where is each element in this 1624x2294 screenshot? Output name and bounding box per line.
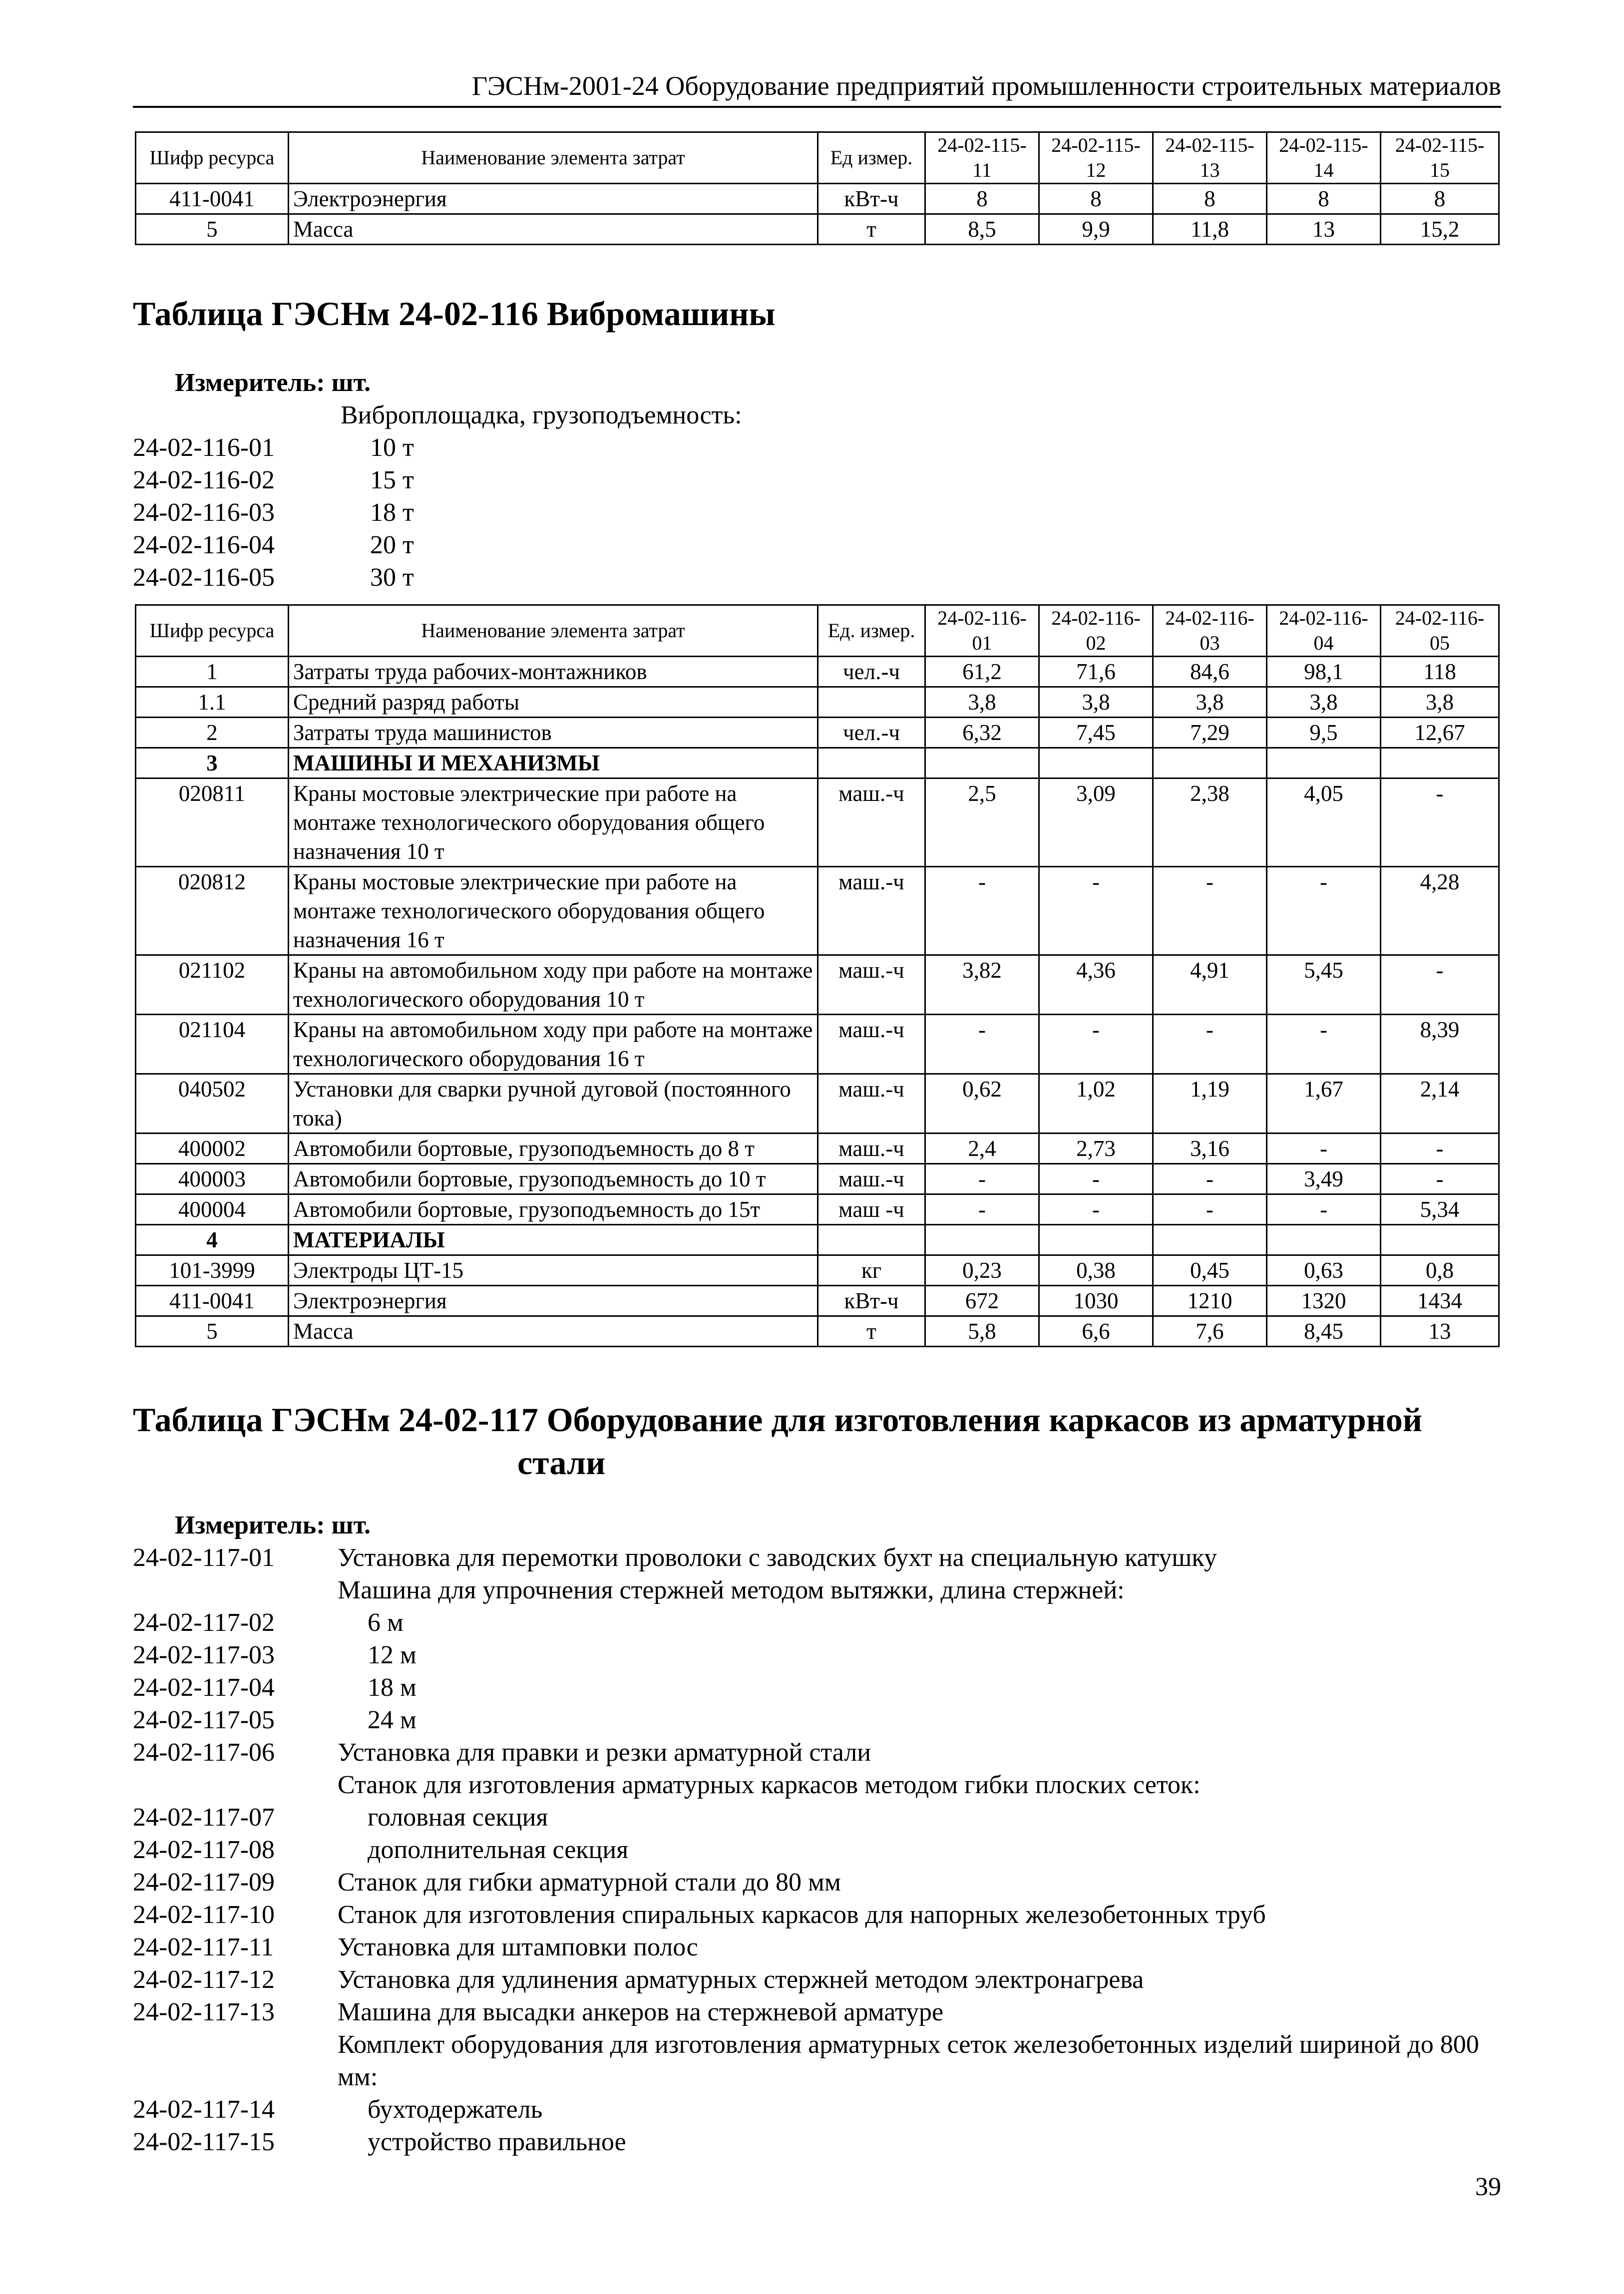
table-cell: 5	[136, 214, 289, 245]
table-row	[136, 718, 1499, 748]
table-cell: 61,2	[925, 657, 1039, 687]
table-cell: 1,67	[1267, 1074, 1381, 1134]
table-cell: маш.-ч	[818, 1015, 925, 1074]
item-code: 24-02-117-03	[133, 1641, 275, 1669]
table-cell: 1	[136, 657, 289, 687]
table-row	[136, 687, 1499, 718]
table-cell: 9,9	[1039, 214, 1153, 245]
list-item	[133, 1606, 1501, 1639]
item-text: 10 т	[370, 433, 414, 462]
table-cell	[1267, 1225, 1381, 1255]
item-text: 30 т	[370, 563, 414, 592]
column-header: 24-02-116-05	[1381, 605, 1499, 657]
table-cell: 3	[136, 748, 289, 778]
table-cell	[1267, 748, 1381, 778]
measure-value: шт.	[331, 1511, 371, 1539]
item-code: 24-02-117-14	[133, 2095, 275, 2124]
table-cell: 8	[1039, 184, 1153, 214]
table-row	[136, 1255, 1499, 1286]
table-cell: -	[1267, 1134, 1381, 1164]
item-code: 24-02-116-05	[133, 563, 275, 592]
table-117-title-line2: стали	[517, 1444, 606, 1482]
table-cell: маш.-ч	[818, 1134, 925, 1164]
list-item	[133, 2028, 1501, 2093]
table-cell: 3,8	[1267, 687, 1381, 718]
table-cell: -	[925, 1015, 1039, 1074]
table-cell: Затраты труда машинистов	[289, 718, 818, 748]
table-cell: 6,32	[925, 718, 1039, 748]
measure-117	[175, 1510, 371, 1541]
table-cell: 101-3999	[136, 1255, 289, 1286]
list-item	[133, 1834, 1501, 1866]
list-item	[133, 1769, 1501, 1801]
table-cell: -	[1039, 1164, 1153, 1194]
list-117	[133, 1541, 1501, 2158]
measure-label: Измеритель:	[175, 369, 325, 397]
table-116-title: Таблица ГЭСНм 24-02-116 Вибромашины	[133, 295, 776, 333]
table-cell: 1434	[1381, 1286, 1499, 1316]
table-cell: -	[1267, 1194, 1381, 1225]
table-cell: 0,23	[925, 1255, 1039, 1286]
item-code: 24-02-116-03	[133, 498, 275, 527]
table-cell: 4,28	[1381, 867, 1499, 955]
table-cell: -	[1267, 867, 1381, 955]
list-item	[133, 1801, 1501, 1834]
table-cell: -	[1267, 1015, 1381, 1074]
table-cell: 8,39	[1381, 1015, 1499, 1074]
table-cell: Затраты труда рабочих-монтажников	[289, 657, 818, 687]
table-cell	[1381, 748, 1499, 778]
column-header: Шифр ресурса	[136, 132, 289, 184]
item-text: бухтодержатель	[368, 2095, 543, 2124]
table-cell: кВт-ч	[818, 1286, 925, 1316]
column-header: 24-02-116-03	[1153, 605, 1267, 657]
table-cell: -	[925, 1194, 1039, 1225]
table-cell	[1039, 1225, 1153, 1255]
table-cell: 400003	[136, 1164, 289, 1194]
item-text: Комплект оборудования для изготовления арматурных сеток железобетонных изделий шириной до 800 мм:	[338, 2030, 1479, 2091]
table-cell: 13	[1267, 214, 1381, 245]
table-cell: 9,5	[1267, 718, 1381, 748]
table-cell: 6,6	[1039, 1316, 1153, 1347]
table-cell: 3,8	[925, 687, 1039, 718]
table-row	[136, 1194, 1499, 1225]
column-header: 24-02-116-01	[925, 605, 1039, 657]
item-text: Станок для изготовления спиральных каркасов для напорных железобетонных труб	[338, 1901, 1266, 1929]
column-header: 24-02-115-14	[1267, 132, 1381, 184]
table-cell: 4,36	[1039, 955, 1153, 1015]
table-row	[136, 867, 1499, 955]
item-text: Машина для высадки анкеров на стержневой арматуре	[338, 1998, 944, 2026]
table-row	[136, 214, 1499, 245]
list-item	[133, 1704, 1501, 1736]
table-cell: кВт-ч	[818, 184, 925, 214]
column-header: Шифр ресурса	[136, 605, 289, 657]
table-row	[136, 1164, 1499, 1194]
table-cell: 672	[925, 1286, 1039, 1316]
table-cell: 1320	[1267, 1286, 1381, 1316]
table-cell: -	[1381, 1164, 1499, 1194]
table-row	[136, 184, 1499, 214]
table-cell: 118	[1381, 657, 1499, 687]
table-cell: 0,8	[1381, 1255, 1499, 1286]
table-117-title	[133, 1398, 1501, 1484]
table-cell: -	[1153, 1164, 1267, 1194]
table-cell: 040502	[136, 1074, 289, 1134]
page-number: 39	[1475, 2173, 1501, 2201]
list-item	[133, 1963, 1501, 1996]
table-cell: 0,38	[1039, 1255, 1153, 1286]
table-cell: 3,8	[1381, 687, 1499, 718]
table-cell	[818, 687, 925, 718]
table-cell: 020811	[136, 778, 289, 867]
list-item	[133, 496, 1501, 529]
table-cell: -	[925, 867, 1039, 955]
item-text: 12 м	[368, 1641, 416, 1669]
measure-label: Измеритель:	[175, 1511, 325, 1539]
table-row	[136, 1074, 1499, 1134]
table-cell: 7,29	[1153, 718, 1267, 748]
header-row	[136, 132, 1499, 184]
table-cell: -	[1153, 1015, 1267, 1074]
table-cell: 8	[1267, 184, 1381, 214]
table-cell: 13	[1381, 1316, 1499, 1347]
item-code: 24-02-117-10	[133, 1901, 275, 1929]
item-code: 24-02-117-05	[133, 1706, 275, 1734]
table-cell	[1153, 1225, 1267, 1255]
table-cell: 8,5	[925, 214, 1039, 245]
table-cell: 98,1	[1267, 657, 1381, 687]
table-cell: -	[1153, 1194, 1267, 1225]
table-cell: Краны на автомобильном ходу при работе на монтаже технологического оборудования 16 т	[289, 1015, 818, 1074]
table-cell: Масса	[289, 214, 818, 245]
column-header: Ед. измер.	[818, 605, 925, 657]
table-cell: Электроэнергия	[289, 1286, 818, 1316]
table-cell: 3,8	[1039, 687, 1153, 718]
table-cell: 2,5	[925, 778, 1039, 867]
table-cell: 2,14	[1381, 1074, 1499, 1134]
table-cell: -	[1381, 1134, 1499, 1164]
item-text: 15 т	[370, 466, 414, 494]
table-cell: маш -ч	[818, 1194, 925, 1225]
item-text: Установка для правки и резки арматурной стали	[338, 1738, 871, 1767]
table-cell: т	[818, 214, 925, 245]
column-header: Ед измер.	[818, 132, 925, 184]
table-cell: 021104	[136, 1015, 289, 1074]
table-cell: чел.-ч	[818, 718, 925, 748]
list-item	[133, 1931, 1501, 1963]
table-cell: 84,6	[1153, 657, 1267, 687]
table-row	[136, 1015, 1499, 1074]
table-cell: Автомобили бортовые, грузоподъемность до 10 т	[289, 1164, 818, 1194]
table-cell: 3,49	[1267, 1164, 1381, 1194]
table-cell	[1153, 748, 1267, 778]
table-cell: Автомобили бортовые, грузоподъемность до 8 т	[289, 1134, 818, 1164]
list-item	[133, 1736, 1501, 1769]
table-cell: 021102	[136, 955, 289, 1015]
item-text: дополнительная секция	[368, 1836, 629, 1864]
item-code: 24-02-117-11	[133, 1933, 274, 1961]
column-header: 24-02-115-15	[1381, 132, 1499, 184]
table-cell: 3,82	[925, 955, 1039, 1015]
list-item	[133, 1671, 1501, 1704]
item-code: 24-02-117-12	[133, 1965, 275, 1994]
table-cell: Установки для сварки ручной дуговой (постоянного тока)	[289, 1074, 818, 1134]
list-item	[133, 1541, 1501, 1574]
table-cell: 11,8	[1153, 214, 1267, 245]
table-cell: маш.-ч	[818, 955, 925, 1015]
table-cell: 7,6	[1153, 1316, 1267, 1347]
table-cell: Средний разряд работы	[289, 687, 818, 718]
item-code: 24-02-117-04	[133, 1673, 275, 1702]
table-row	[136, 1225, 1499, 1255]
item-text: Машина для упрочнения стержней методом вытяжки, длина стержней:	[338, 1576, 1125, 1604]
table-cell: 400002	[136, 1134, 289, 1164]
column-header: 24-02-115-12	[1039, 132, 1153, 184]
column-header: 24-02-116-02	[1039, 605, 1153, 657]
item-text: 18 т	[370, 498, 414, 527]
list-item	[133, 464, 1501, 496]
table-cell: 1210	[1153, 1286, 1267, 1316]
table-cell: 4	[136, 1225, 289, 1255]
table-cell: т	[818, 1316, 925, 1347]
table-row	[136, 748, 1499, 778]
column-header: Наименование элемента затрат	[289, 605, 818, 657]
table-cell: 4,91	[1153, 955, 1267, 1015]
item-text: Установка для удлинения арматурных стержней методом электронагрева	[338, 1965, 1144, 1994]
table-cell: 1.1	[136, 687, 289, 718]
column-header: 24-02-115-13	[1153, 132, 1267, 184]
table-cell: чел.-ч	[818, 657, 925, 687]
table-cell	[1381, 1225, 1499, 1255]
table-cell: Краны мостовые электрические при работе на монтаже технологического оборудования общего назначения 16 т	[289, 867, 818, 955]
table-cell: 4,05	[1267, 778, 1381, 867]
table-116	[135, 604, 1500, 1347]
table-cell: кг	[818, 1255, 925, 1286]
table-117-title-line1: Таблица ГЭСНм 24-02-117 Оборудование для изготовления каркасов из арматурной	[133, 1401, 1422, 1439]
measure-value: шт.	[331, 369, 371, 397]
list-item	[133, 431, 1501, 464]
item-code: 24-02-117-02	[133, 1608, 275, 1637]
table-cell	[925, 1225, 1039, 1255]
item-code: 24-02-117-01	[133, 1543, 275, 1572]
item-code: 24-02-117-13	[133, 1998, 275, 2026]
item-text: Станок для изготовления арматурных каркасов методом гибки плоских сеток:	[338, 1771, 1201, 1799]
table-cell: Краны на автомобильном ходу при работе на монтаже технологического оборудования 10 т	[289, 955, 818, 1015]
table-cell: -	[1153, 867, 1267, 955]
table-cell: 8	[1381, 184, 1499, 214]
table-cell: 3,16	[1153, 1134, 1267, 1164]
list-116	[133, 399, 1501, 594]
item-text: Установка для штамповки полос	[338, 1933, 698, 1961]
item-code: 24-02-117-07	[133, 1803, 275, 1832]
item-code: 24-02-117-15	[133, 2128, 275, 2156]
table-cell: -	[1381, 955, 1499, 1015]
table-cell: Электроды ЦТ-15	[289, 1255, 818, 1286]
table-cell	[818, 748, 925, 778]
table-row	[136, 955, 1499, 1015]
column-header: 24-02-116-04	[1267, 605, 1381, 657]
table-cell: 12,67	[1381, 718, 1499, 748]
list-item	[133, 1899, 1501, 1931]
column-header: Наименование элемента затрат	[289, 132, 818, 184]
list-item	[133, 1996, 1501, 2028]
list-item	[133, 529, 1501, 561]
list-item	[133, 2126, 1501, 2158]
table-row	[136, 778, 1499, 867]
table-cell: 1,02	[1039, 1074, 1153, 1134]
table-cell: Автомобили бортовые, грузоподъемность до 15т	[289, 1194, 818, 1225]
table-cell: 7,45	[1039, 718, 1153, 748]
table-cell: Масса	[289, 1316, 818, 1347]
table-cell: 5	[136, 1316, 289, 1347]
list-item	[133, 1574, 1501, 1606]
list-item	[133, 1866, 1501, 1899]
item-code: 24-02-117-06	[133, 1738, 275, 1767]
item-text: головная секция	[368, 1803, 548, 1832]
table-cell: -	[1381, 778, 1499, 867]
table-cell: 8,45	[1267, 1316, 1381, 1347]
list-item	[133, 1639, 1501, 1671]
table-row	[136, 657, 1499, 687]
item-code: 24-02-116-04	[133, 531, 275, 559]
item-text: 18 м	[368, 1673, 416, 1702]
table-cell: 400004	[136, 1194, 289, 1225]
table-cell: 3,09	[1039, 778, 1153, 867]
table-cell: 2	[136, 718, 289, 748]
table-cell: 0,63	[1267, 1255, 1381, 1286]
item-text: устройство правильное	[368, 2128, 626, 2156]
measure-116	[175, 367, 371, 399]
table-cell: 1,19	[1153, 1074, 1267, 1134]
column-header: 24-02-115-11	[925, 132, 1039, 184]
table-cell: маш.-ч	[818, 1164, 925, 1194]
group-label: Виброплощадка, грузоподъемность:	[341, 401, 742, 429]
item-code: 24-02-117-09	[133, 1868, 275, 1897]
table-cell: 5,45	[1267, 955, 1381, 1015]
table-cell: маш.-ч	[818, 778, 925, 867]
table-cell: 3,8	[1153, 687, 1267, 718]
table-cell: 8	[1153, 184, 1267, 214]
table-cell: -	[1039, 1015, 1153, 1074]
item-text: Установка для перемотки проволоки с заводских бухт на специальную катушку	[338, 1543, 1217, 1572]
item-code: 24-02-116-01	[133, 433, 275, 462]
table-cell: 411-0041	[136, 184, 289, 214]
item-text: 24 м	[368, 1706, 416, 1734]
table-cell: МАШИНЫ И МЕХАНИЗМЫ	[289, 748, 818, 778]
table-cell: 1030	[1039, 1286, 1153, 1316]
item-code: 24-02-117-08	[133, 1836, 275, 1864]
table-cell: Электроэнергия	[289, 184, 818, 214]
table-row	[136, 1134, 1499, 1164]
table-cell: -	[1039, 1194, 1153, 1225]
table-cell: маш.-ч	[818, 867, 925, 955]
item-code: 24-02-116-02	[133, 466, 275, 494]
running-header: ГЭСНм-2001-24 Оборудование предприятий промышленности строительных материалов	[133, 66, 1501, 108]
table-cell	[925, 748, 1039, 778]
list-item	[133, 2093, 1501, 2126]
table-cell: МАТЕРИАЛЫ	[289, 1225, 818, 1255]
table-cell: -	[1039, 867, 1153, 955]
table-cell: 411-0041	[136, 1286, 289, 1316]
table-cell: 0,62	[925, 1074, 1039, 1134]
item-text: 20 т	[370, 531, 414, 559]
table-cell: 2,4	[925, 1134, 1039, 1164]
table-cell	[818, 1225, 925, 1255]
table-cell: 2,73	[1039, 1134, 1153, 1164]
table-cell: 71,6	[1039, 657, 1153, 687]
table-cell: 8	[925, 184, 1039, 214]
table-cell	[1039, 748, 1153, 778]
table-cell: 15,2	[1381, 214, 1499, 245]
table-cell: -	[925, 1164, 1039, 1194]
table-cell: 5,8	[925, 1316, 1039, 1347]
table-row	[136, 1286, 1499, 1316]
item-text: 6 м	[368, 1608, 404, 1637]
table-cell: 0,45	[1153, 1255, 1267, 1286]
header-row	[136, 605, 1499, 657]
table-cell: Краны мостовые электрические при работе на монтаже технологического оборудования общего назначения 10 т	[289, 778, 818, 867]
table-cell: маш.-ч	[818, 1074, 925, 1134]
table-cell: 2,38	[1153, 778, 1267, 867]
item-text: Станок для гибки арматурной стали до 80 мм	[338, 1868, 841, 1897]
list-item	[133, 561, 1501, 594]
table-115	[135, 131, 1500, 245]
table-cell: 5,34	[1381, 1194, 1499, 1225]
table-cell: 020812	[136, 867, 289, 955]
table-row	[136, 1316, 1499, 1347]
